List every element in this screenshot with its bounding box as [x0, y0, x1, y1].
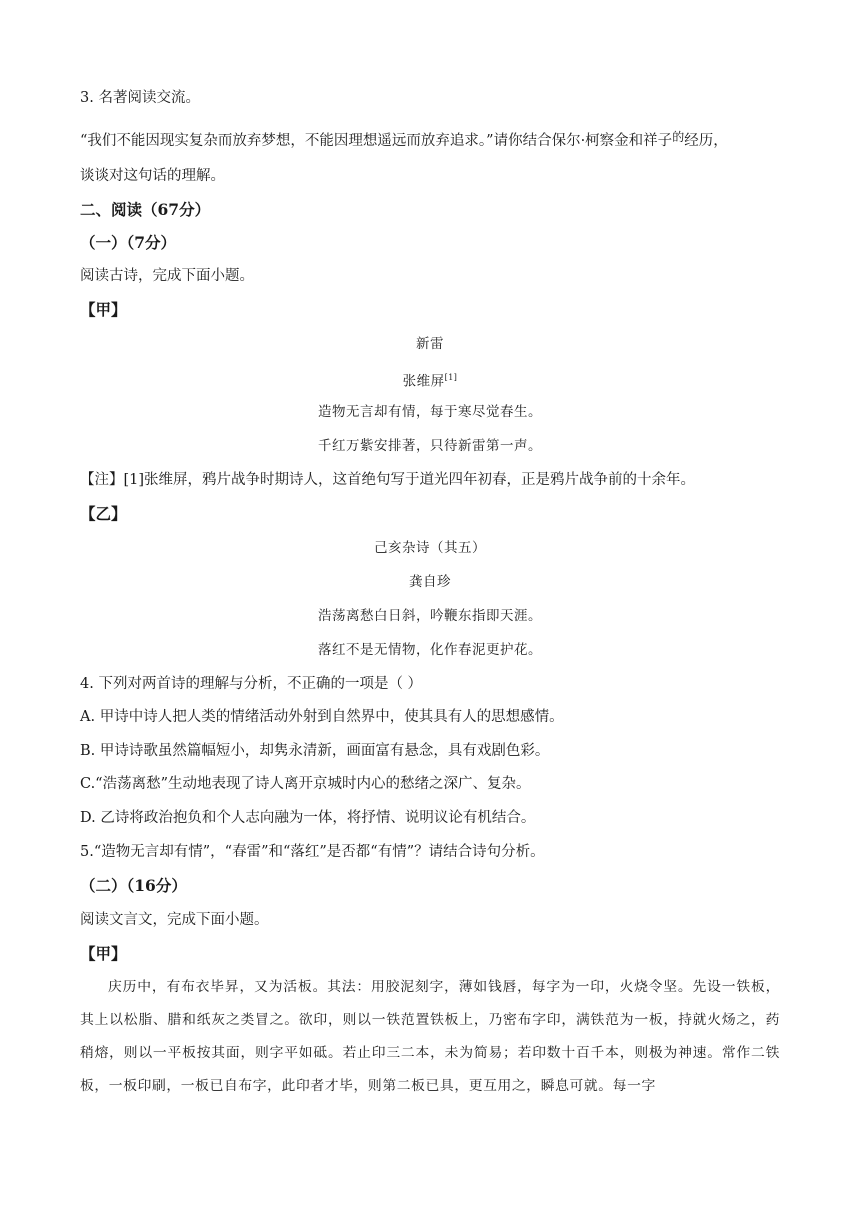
poem2-title: 己亥杂诗（其五） [374, 540, 486, 556]
poem2-line1: 浩荡离愁白日斜，吟鞭东指即天涯。 [318, 608, 542, 624]
q3-prompt-b: 经历， [684, 133, 728, 149]
yi-label: 【乙】 [80, 504, 127, 523]
section-title: 二、阅读（67分） [80, 200, 211, 219]
poem1-line1: 造物无言却有情，每于寒尽觉春生。 [318, 404, 542, 420]
poem1-author-note: [1] [444, 373, 458, 382]
poem1-line2: 千红万紫安排著，只待新雷第一声。 [318, 438, 542, 454]
q5-stem: 5.“造物无言却有情”，“春雷”和“落红”是否都“有情”？请结合诗句分析。 [80, 844, 545, 860]
part2-intro: 阅读文言文，完成下面小题。 [80, 912, 269, 928]
part2-title: （二）（16分） [80, 876, 187, 895]
q4-option-a: A. 甲诗中诗人把人类的情绪活动外射到自然界中，使其具有人的思想感情。 [80, 709, 564, 725]
q3-prompt-line1 [80, 131, 728, 151]
jia-label: 【甲】 [80, 300, 127, 319]
poem1-note: 【注】[1]张维屏，鸦片战争时期诗人，这首绝句写于道光四年初春，正是鸦片战争前的十余年。 [80, 472, 696, 488]
q3-prompt-sup: 的 [672, 130, 685, 144]
q4-option-c: C.“浩荡离愁”生动地表现了诗人离开京城时内心的愁绪之深广、复杂。 [80, 776, 531, 792]
jia2-label: 【甲】 [80, 944, 127, 963]
poem2-author: 龚自珍 [409, 574, 451, 590]
part1-intro: 阅读古诗，完成下面小题。 [80, 268, 254, 284]
poem1-author-line [80, 368, 780, 392]
classical-passage: 庆历中，有布衣毕昇，又为活板。其法：用胶泥刻字，薄如钱唇，每字为一印，火烧令坚。先设一铁板，其上以松脂、腊和纸灰之类冒之。欲印，则以一铁范置铁板上，乃密布字印，满铁范为一板，持就火炀之，药稍熔，则以一平板按其面，则字平如砥。若止印三二本，未为简易；若印数十百千本，则极为神速。常作二铁板，一板印刷，一板已自布字，此印者才毕，则第二板已具，更互用之，瞬息可就。每一字 [80, 979, 780, 1094]
q3-prompt-a: “我们不能因现实复杂而放弃梦想，不能因理想遥远而放弃追求。”请你结合保尔·柯察金和祥子 [80, 133, 673, 149]
q3-prompt-line2: 谈谈对这句话的理解。 [80, 168, 225, 184]
q4-option-d: D. 乙诗将政治抱负和个人志向融为一体，将抒情、说明议论有机结合。 [80, 810, 536, 826]
q4-option-b: B. 甲诗诗歌虽然篇幅短小，却隽永清新，画面富有悬念，具有戏剧色彩。 [80, 743, 550, 759]
part1-title: （一）（7分） [80, 233, 177, 252]
poem1-author: 张维屏 [402, 373, 445, 390]
q4-stem: 4. 下列对两首诗的理解与分析，不正确的一项是（ ） [80, 676, 423, 692]
q3-heading: 3. 名著阅读交流。 [80, 90, 200, 106]
poem2-line2: 落红不是无情物，化作春泥更护花。 [318, 642, 542, 658]
poem1-title: 新雷 [416, 336, 444, 352]
